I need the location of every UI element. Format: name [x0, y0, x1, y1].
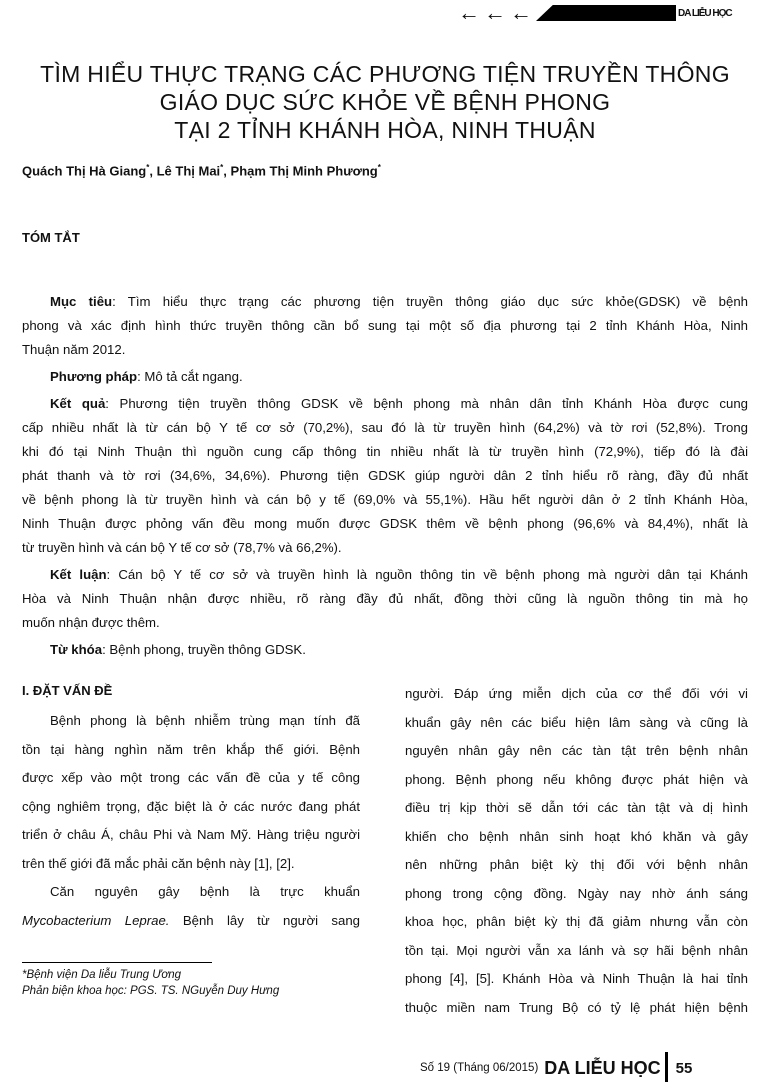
journal-mark: DA LIỄU HỌC	[678, 7, 732, 19]
text-line: nên những phân biệt kỳ thị đối với bệnh nhân	[405, 857, 748, 872]
arrow-left-icon: ←	[484, 0, 506, 25]
issue-info: Số 19 (Tháng 06/2015)	[420, 1062, 539, 1074]
author-affiliation-mark: *	[220, 163, 224, 172]
page-number: 55	[675, 1059, 693, 1077]
footer-divider	[665, 1052, 668, 1082]
text-line	[22, 563, 748, 587]
text-line: được xếp vào một trong các vấn đề của y tế công	[22, 770, 360, 785]
text-line	[22, 464, 748, 488]
abstract-paragraph	[22, 563, 748, 635]
abstract-label: Kết luận	[50, 567, 107, 582]
text-line	[22, 536, 748, 560]
line-text: từ truyền hình và cán bộ Y tế cơ sở (78,7% và 66,2%).	[22, 540, 342, 555]
line-text: về bệnh phong là từ truyền hình và cán bộ y tế (69,0% và 55,1%). Hầu hết người dân ở 2 tỉnh Khánh Hòa,	[22, 492, 748, 507]
abstract-body	[22, 290, 748, 665]
line-text: phong và xác định hình thức truyền thông cần bổ sung tại một số địa phương tại 2 tỉnh Khánh Hòa, Ninh	[22, 318, 748, 333]
text-line: triển ở châu Á, châu Phi và Nam Mỹ. Hàng triệu người	[22, 827, 360, 842]
abstract-paragraph	[22, 392, 748, 560]
journal-header-banner	[458, 0, 732, 25]
line-text: Ninh Thuận được phỏng vấn đều mong muốn được GDSK thêm về bệnh phong (96,6% và 84,4%), nhất là	[22, 516, 748, 531]
line-text: : Phương tiện truyền thông GDSK về bệnh phong mà nhân dân tỉnh Khánh Hòa được cung	[105, 396, 748, 411]
line-text: : Tìm hiểu thực trạng các phương tiện truyền thông giáo dục sức khỏe(GDSK) về bệnh	[112, 294, 749, 309]
text-line: nguyên nhân gây nên các tàn tật trên bệnh nhân	[405, 743, 748, 758]
abstract-paragraph	[22, 365, 748, 389]
text-line	[22, 365, 748, 389]
text-line: Căn nguyên gây bệnh là trực khuẩn	[50, 884, 360, 899]
text-line	[22, 611, 748, 635]
text-line: cộng nghiêm trọng, đặc biệt là ở các nước đang phát	[22, 798, 360, 814]
journal-name: DA LIỄU HỌC	[544, 1057, 661, 1078]
text-line: điều trị kịp thời sẽ dẫn tới các tàn tật và dị hình	[405, 800, 748, 815]
species-name: Mycobacterium Leprae.	[22, 912, 170, 928]
footnote-reviewer: Phản biện khoa học: PGS. TS. NGuyễn Duy Hưng	[22, 985, 280, 997]
text-line: khiến cho bệnh nhân sinh hoạt khó khăn và gây	[405, 828, 748, 844]
page-footer	[420, 1040, 692, 1082]
text-line	[22, 314, 748, 338]
abstract-label: Mục tiêu	[50, 294, 113, 309]
author-affiliation-mark: *	[146, 163, 150, 172]
footnote-divider	[22, 962, 212, 963]
left-column	[22, 707, 360, 935]
text-line	[22, 338, 748, 362]
line-text: Bệnh lây từ người sang	[169, 912, 360, 928]
author-list	[22, 163, 381, 178]
author-name: Lê Thị Mai	[156, 163, 221, 179]
author-name: Phạm Thị Minh Phương	[230, 163, 378, 179]
title-line: TÌM HIỂU THỰC TRẠNG CÁC PHƯƠNG TIỆN TRUYỀN THÔNG	[40, 61, 730, 87]
right-column	[405, 680, 748, 1022]
author-separator: ,	[149, 163, 157, 179]
line-text: Hòa và Ninh Thuận nhận được nhiều, rõ ràng đầy đủ nhất, đồng thời cũng là nguồn thông tin mà họ	[22, 591, 748, 606]
text-line	[22, 512, 748, 536]
author-affiliation-mark: *	[377, 163, 381, 172]
text-line: phong trong cộng đồng. Ngày nay nhờ ánh sáng	[405, 885, 748, 901]
line-text: khi đó tại Ninh Thuận thì nguồn cung cấp thông tin nhiều nhất là từ truyền hình (72,9%), tiếp đó là đài	[22, 444, 748, 459]
line-text: : Mô tả cắt ngang.	[137, 369, 243, 384]
title-line: GIÁO DỤC SỨC KHỎE VỀ BỆNH PHONG	[159, 89, 611, 115]
line-text: Thuận năm 2012.	[22, 342, 126, 357]
abstract-heading: TÓM TẮT	[22, 230, 80, 245]
text-line: khoa học, phân biệt kỳ thị đã giảm nhưng vẫn còn	[405, 914, 748, 929]
paper-title	[0, 60, 770, 144]
text-line: Bệnh phong là bệnh nhiễm trùng mạn tính đã	[50, 713, 360, 728]
text-line: trên thế giới đã mắc phải căn bệnh này [1], [2].	[22, 855, 295, 871]
arrow-left-icon: ←	[458, 0, 480, 25]
text-line: phong [4], [5]. Khánh Hòa và Ninh Thuận là hai tỉnh	[405, 971, 748, 986]
section-heading: I. ĐẶT VẤN ĐỀ	[22, 683, 113, 698]
line-text: phát thanh và tờ rơi (34,6%, 34,6%). Phương tiện GDSK giúp người dân 2 tỉnh hiểu rõ ràng, đầy đủ nhất	[22, 468, 748, 483]
abstract-label: Từ khóa	[50, 642, 103, 657]
text-line	[22, 392, 748, 416]
text-line	[22, 440, 748, 464]
line-text: muốn nhận được thêm.	[22, 615, 160, 630]
footnote-affiliation: *Bệnh viện Da liễu Trung Ương	[22, 969, 182, 981]
text-line: tồn tại. Mọi người vẫn xa lánh và sợ hãi bệnh nhân	[405, 942, 748, 958]
abstract-paragraph	[22, 638, 748, 662]
line-text: : Cán bộ Y tế cơ sở và truyền hình là nguồn thông tin về bệnh phong mà người dân tại Khánh	[106, 567, 748, 582]
text-line: khuẩn gây nên các biểu hiện lâm sàng và cũng là	[405, 714, 748, 730]
text-line: người. Đáp ứng miễn dịch của cơ thể đối với vi	[405, 686, 748, 701]
text-line: tồn tại hàng nghìn năm trên khắp thế giới. Bệnh	[22, 741, 360, 757]
line-text: cấp nhiều nhất là từ cán bộ Y tế cơ sở (70,2%), sau đó là từ truyền hình (64,2%) và tờ rơi (52,8%). Trong	[22, 420, 748, 435]
line-text: : Bệnh phong, truyền thông GDSK.	[102, 642, 306, 657]
author-name: Quách Thị Hà Giang	[22, 163, 147, 179]
text-line	[22, 638, 748, 662]
author-separator: ,	[223, 163, 231, 179]
text-line	[22, 587, 748, 611]
abstract-label: Kết quả	[50, 396, 106, 411]
text-line: thuộc miền nam Trung Bộ có tỷ lệ phát hiện bệnh	[405, 999, 748, 1015]
text-line	[22, 907, 360, 936]
arrow-left-icon: ←	[510, 0, 532, 25]
title-line: TẠI 2 TỈNH KHÁNH HÒA, NINH THUẬN	[174, 117, 596, 143]
text-line	[22, 290, 748, 314]
abstract-label: Phương pháp	[50, 369, 138, 384]
abstract-paragraph	[22, 290, 748, 362]
text-line: phong. Bệnh phong nếu không được phát hiện và	[405, 771, 748, 787]
text-line	[22, 416, 748, 440]
text-line	[22, 488, 748, 512]
header-bar	[536, 5, 676, 21]
